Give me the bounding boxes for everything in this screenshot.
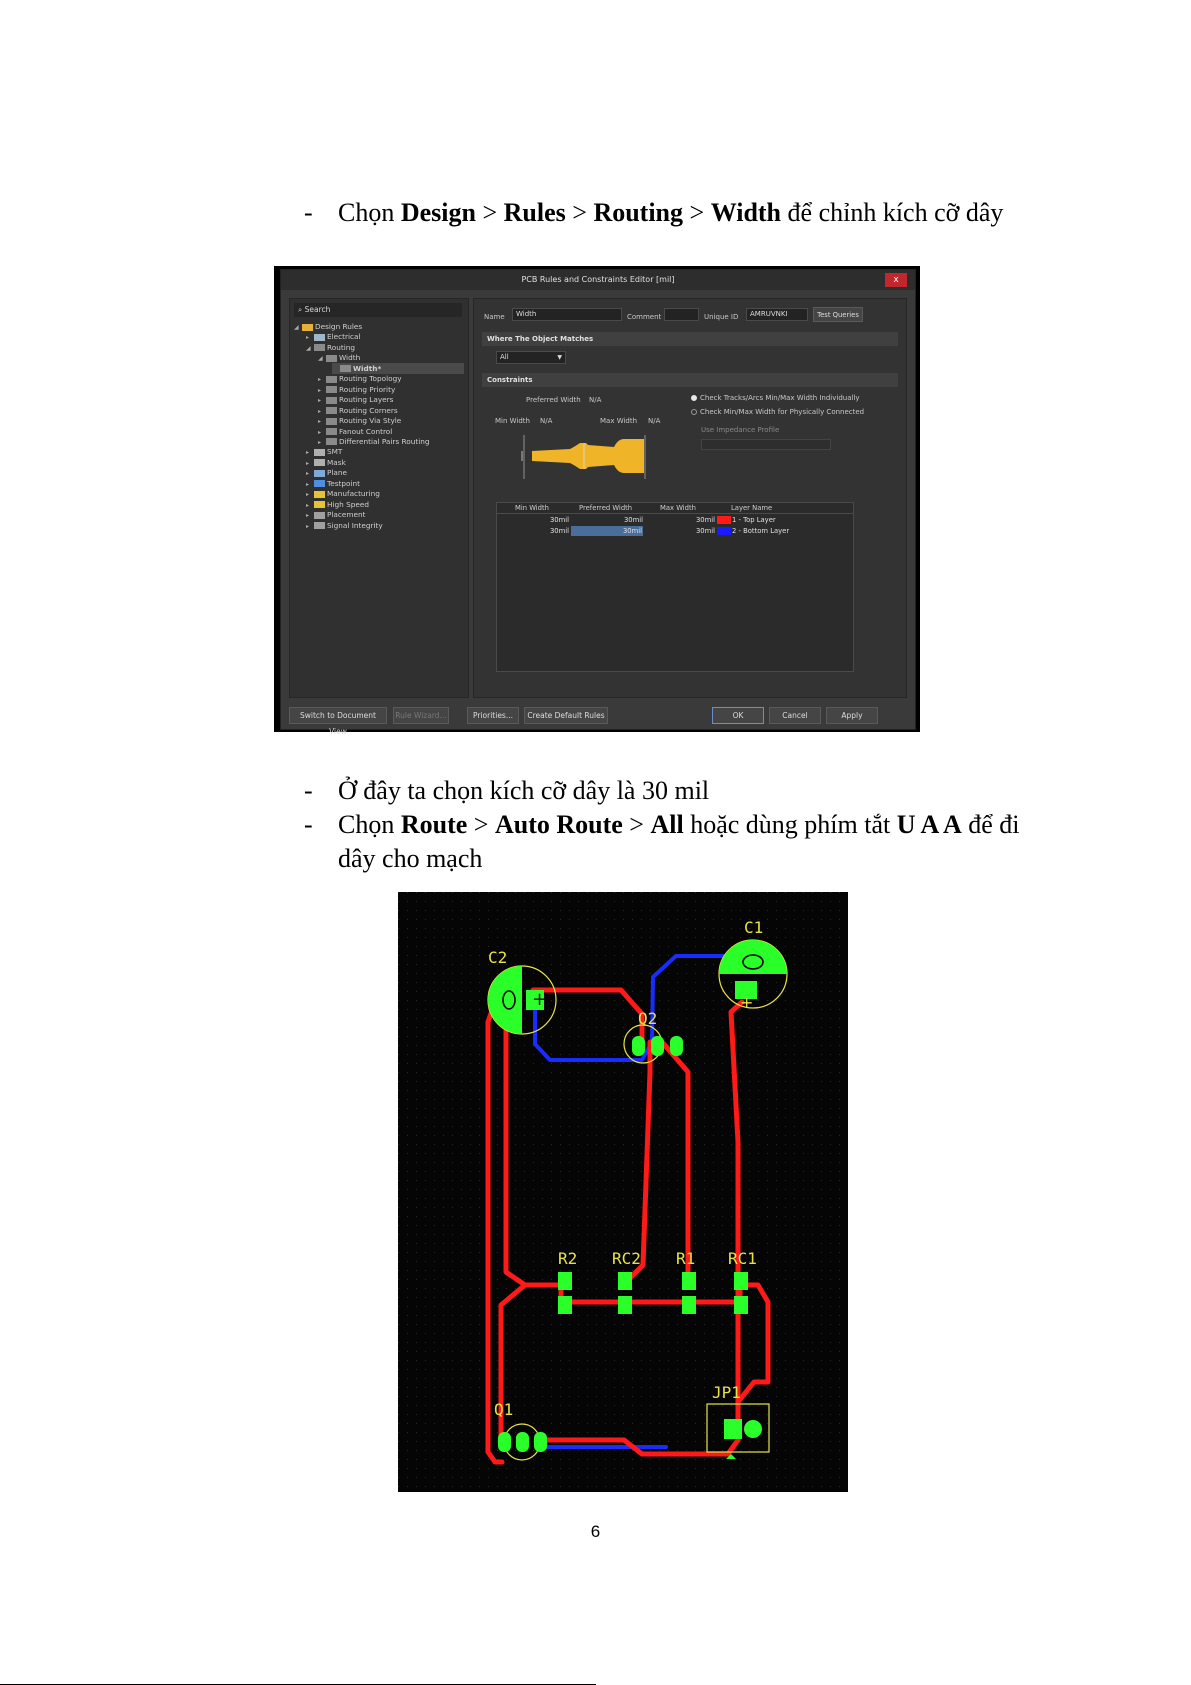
min-width-label: Min Width: [495, 417, 530, 425]
highspeed-rule-icon: [314, 501, 325, 508]
column-header[interactable]: Preferred Width: [579, 504, 633, 512]
c2-plus-sign: +: [532, 989, 548, 1010]
text-run: >: [475, 198, 504, 227]
bold-term: Route: [400, 810, 468, 839]
expand-arrow-icon[interactable]: ▸: [306, 470, 310, 478]
cell-min[interactable]: 30mil: [549, 516, 569, 524]
ref-q1: Q1: [494, 1400, 514, 1419]
ref-c2: C2: [488, 948, 508, 967]
tree-item-label: SMT: [327, 447, 343, 457]
expand-arrow-icon[interactable]: ▸: [318, 438, 322, 446]
bold-term: U A A: [896, 810, 962, 839]
bold-term: Auto Route: [494, 810, 623, 839]
ref-r1: R1: [676, 1249, 696, 1268]
track-width-illustration: [514, 427, 664, 487]
cell-layer[interactable]: 1 - Top Layer: [732, 516, 776, 524]
preferred-width-label: Preferred Width: [526, 396, 581, 404]
expand-arrow-icon[interactable]: ▸: [318, 407, 322, 415]
option-individual-label: Check Tracks/Arcs Min/Max Width Individually: [700, 394, 860, 402]
expand-arrow-icon[interactable]: ▸: [306, 459, 310, 467]
layer-color-swatch: [717, 516, 731, 524]
tree-item-label: Routing: [327, 342, 355, 352]
switch-to-document-view-button[interactable]: Switch to Document View: [289, 707, 387, 724]
ref-c1: C1: [744, 918, 764, 937]
expand-arrow-icon[interactable]: ▸: [318, 418, 322, 426]
layers-rule-icon: [326, 397, 337, 404]
tree-item-label: Routing Layers: [339, 395, 394, 405]
tree-item-label: Design Rules: [315, 322, 363, 331]
preferred-width-value: N/A: [589, 396, 602, 404]
rules-tree-panel: [289, 298, 469, 698]
cell-min[interactable]: 30mil: [549, 527, 569, 535]
min-width-value: N/A: [540, 417, 553, 425]
text-run: Chọn: [338, 810, 401, 839]
column-header[interactable]: Layer Name: [731, 504, 773, 512]
corners-rule-icon: [326, 407, 337, 414]
where-header: Where The Object Matches: [482, 332, 898, 346]
page-number: 6: [590, 1522, 601, 1541]
comment-label: Comment: [627, 313, 662, 321]
rule-settings-panel: [473, 298, 907, 698]
cell-max[interactable]: 30mil: [695, 516, 715, 524]
tree-item-label: Differential Pairs Routing: [339, 436, 430, 446]
text-run: >: [467, 810, 495, 839]
close-button[interactable]: x: [885, 273, 907, 287]
bullet-text: [338, 774, 1058, 808]
rules-editor-dialog: [280, 269, 916, 736]
expand-arrow-icon[interactable]: ◢: [318, 355, 323, 363]
search-placeholder: Search: [304, 305, 331, 314]
manufacturing-rule-icon: [314, 491, 325, 498]
expand-arrow-icon[interactable]: ▸: [306, 522, 310, 530]
tree-item-label: Routing Topology: [339, 374, 402, 384]
ref-rc1: RC1: [728, 1249, 757, 1268]
text-run: để chỉnh kích cỡ dây: [781, 198, 1004, 227]
expand-arrow-icon[interactable]: ▸: [318, 376, 322, 384]
text-run: Ở đây ta chọn kích cỡ dây là 30 mil: [338, 776, 710, 805]
name-label: Name: [484, 313, 505, 321]
rule-wizard-button[interactable]: Rule Wizard...: [393, 707, 449, 724]
expand-arrow-icon[interactable]: ▸: [306, 480, 310, 488]
header-divider: [497, 513, 853, 514]
max-width-value: N/A: [648, 417, 661, 425]
tree-item-label: Routing Priority: [339, 384, 396, 394]
where-value: All: [500, 353, 509, 361]
bullet-dash: -: [304, 810, 313, 839]
tree-item-label: Plane: [327, 468, 348, 478]
apply-button[interactable]: Apply: [826, 707, 878, 724]
expand-arrow-icon[interactable]: ◢: [294, 324, 299, 331]
width-rule-icon: [326, 355, 337, 362]
ref-rc2: RC2: [612, 1249, 641, 1268]
bold-term: Routing: [593, 198, 684, 227]
bold-term: Width: [710, 198, 782, 227]
cell-pref[interactable]: 30mil: [571, 526, 643, 536]
tree-item-label: Routing Via Style: [339, 416, 402, 426]
expand-arrow-icon[interactable]: ▸: [318, 428, 322, 436]
text-run: >: [565, 198, 594, 227]
priority-rule-icon: [326, 386, 337, 393]
expand-arrow-icon[interactable]: ▸: [306, 449, 310, 457]
tree-item[interactable]: [332, 363, 464, 374]
search-box[interactable]: [294, 303, 462, 317]
mask-rule-icon: [314, 459, 325, 466]
tree-item-label: Testpoint: [327, 478, 360, 488]
unique-id-field[interactable]: AMRUVNKI: [746, 308, 808, 321]
option-impedance-label: Use Impedance Profile: [701, 426, 780, 434]
tree-item-label: Signal Integrity: [327, 520, 383, 530]
chevron-down-icon: ▼: [557, 354, 562, 361]
folder-icon: [302, 324, 313, 331]
test-queries-button[interactable]: Test Queries: [813, 307, 863, 322]
ref-jp1: JP1: [712, 1383, 741, 1402]
radio-individual[interactable]: [691, 395, 697, 401]
ok-button[interactable]: OK: [712, 707, 764, 724]
constraints-header: Constraints: [482, 373, 898, 387]
expand-arrow-icon[interactable]: ▸: [318, 397, 322, 405]
tree-item-label: Routing Corners: [339, 405, 398, 415]
pcb-layout-screenshot: [398, 892, 848, 1492]
text-run: Chọn: [338, 198, 401, 227]
column-header[interactable]: Max Width: [660, 504, 696, 512]
option-connected-label: Check Min/Max Width for Physically Connected: [700, 408, 865, 416]
priorities-button[interactable]: Priorities...: [467, 707, 519, 724]
placement-rule-icon: [314, 512, 325, 519]
column-header[interactable]: Min Width: [515, 504, 549, 512]
expand-arrow-icon[interactable]: ▸: [306, 334, 310, 342]
smt-rule-icon: [314, 449, 325, 456]
cell-max[interactable]: 30mil: [695, 527, 715, 535]
comment-field[interactable]: [664, 308, 699, 321]
routing-rule-icon: [314, 344, 325, 351]
signal-integrity-icon: [314, 522, 325, 529]
plane-rule-icon: [314, 470, 325, 477]
tree-item-label: Fanout Control: [339, 426, 393, 436]
ref-q2: Q2: [638, 1009, 658, 1028]
pcb-board: [398, 892, 848, 1492]
expand-arrow-icon[interactable]: ▸: [318, 386, 322, 394]
tree-item-label: Manufacturing: [327, 489, 380, 499]
radio-connected[interactable]: [691, 409, 697, 415]
bullet-text: [338, 196, 1058, 230]
name-field[interactable]: Width: [512, 308, 622, 321]
rules-editor-screenshot: [274, 266, 920, 736]
cell-layer[interactable]: 2 - Bottom Layer: [732, 527, 790, 535]
tree-item-label: Width: [339, 353, 361, 363]
tree-item-label: High Speed: [327, 499, 369, 509]
expand-arrow-icon[interactable]: ▸: [306, 491, 310, 499]
fanout-rule-icon: [326, 428, 337, 435]
via-rule-icon: [326, 418, 337, 425]
expand-arrow-icon[interactable]: ◢: [306, 344, 311, 352]
tree-item-label: Placement: [327, 510, 366, 520]
bullet-text: [338, 808, 1058, 876]
where-select[interactable]: [496, 351, 566, 364]
tree-item-label: Width*: [353, 363, 382, 373]
text-run: >: [622, 810, 651, 839]
tree-item[interactable]: [306, 520, 383, 532]
bold-term: All: [650, 810, 684, 839]
bullet-dash: -: [304, 198, 313, 227]
ref-r2: R2: [558, 1249, 578, 1268]
electrical-rule-icon: [314, 334, 325, 341]
text-run: để đi dây cho mạch: [338, 810, 1020, 873]
unique-id-label: Unique ID: [704, 313, 739, 321]
bold-term: Design: [400, 198, 476, 227]
topology-rule-icon: [326, 376, 337, 383]
impedance-profile-select: [701, 439, 831, 450]
bullet-dash: -: [304, 776, 313, 805]
dialog-title: PCB Rules and Constraints Editor [mil]: [281, 270, 915, 290]
expand-arrow-icon[interactable]: ▸: [306, 501, 310, 509]
width-rule-icon: [340, 365, 351, 372]
text-run: >: [683, 198, 711, 227]
expand-arrow-icon[interactable]: ▸: [306, 512, 310, 520]
tree-item-label: Electrical: [327, 332, 361, 342]
diffpair-rule-icon: [326, 438, 337, 445]
max-width-label: Max Width: [600, 417, 638, 425]
create-default-rules-button[interactable]: Create Default Rules: [524, 707, 608, 724]
tree-item-label: Mask: [327, 457, 346, 467]
layer-color-swatch: [717, 527, 731, 535]
cell-pref[interactable]: 30mil: [623, 516, 643, 524]
c1-plus-sign: +: [740, 993, 754, 1012]
cancel-button[interactable]: Cancel: [769, 707, 821, 724]
bold-term: Rules: [503, 198, 566, 227]
text-run: hoặc dùng phím tắt: [683, 810, 897, 839]
search-icon: ⌕: [298, 305, 303, 314]
width-table: [496, 502, 854, 672]
testpoint-rule-icon: [314, 480, 325, 487]
